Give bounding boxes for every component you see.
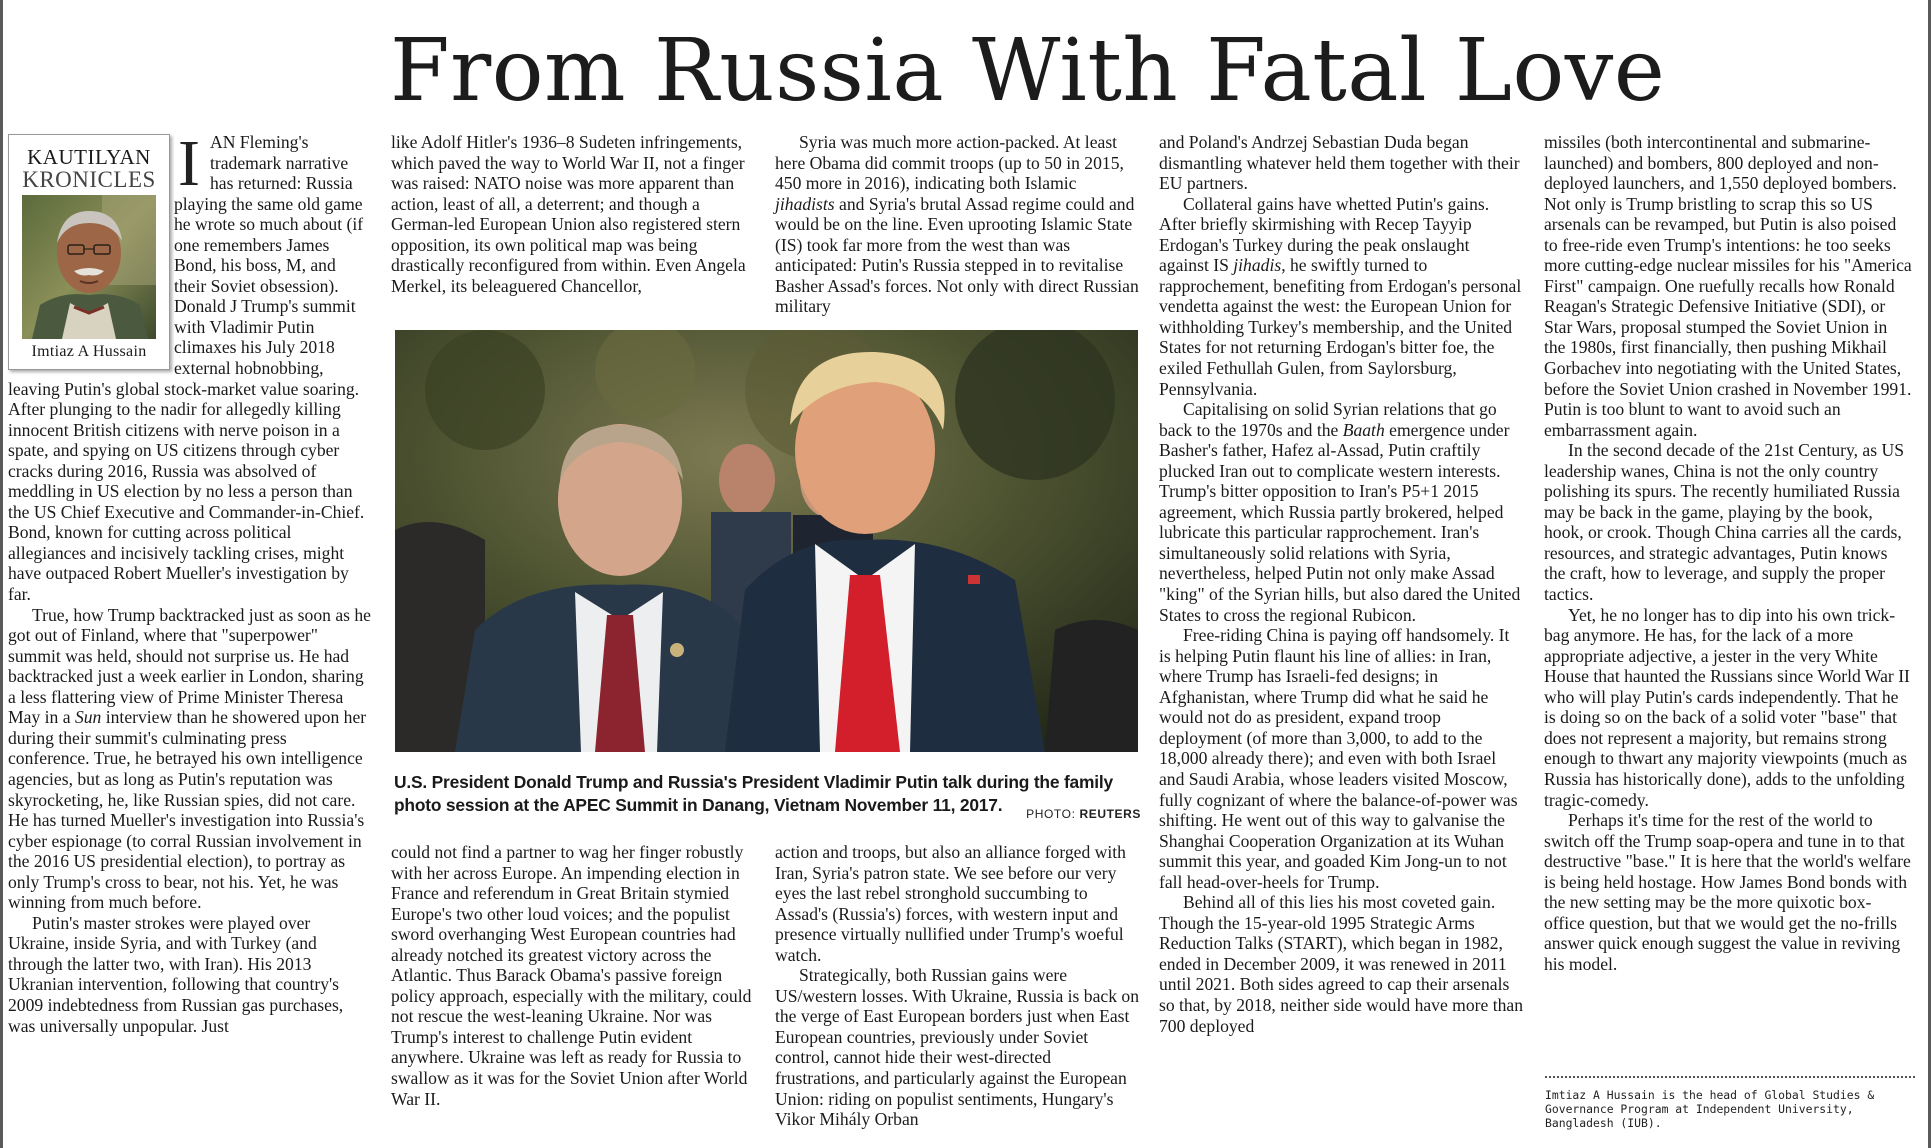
article-column-2-bottom <box>391 842 755 1109</box>
logo-box-float <box>8 132 174 370</box>
col4-paragraph-4: Free-riding China is paying off handsomely. It is helping Putin flaunt his line of allies: in Iran, where Trump has Israeli-fed designs; in Afghanistan, where Trump did what he said he would not do as president, expand troop deployment (of more than 3,000, to add to the 18,000 already there); and even with both Israel and Saudi Arabia, whose leaders visited Moscow, fully cognizant of where the balance-of-power was shifting. He went out of this way to galvanise the Shanghai Cooperation Organization at its Wuhan summit this year, and goaded Kim Jong-un to not fall head-over-heels for Trump. <box>1159 625 1518 892</box>
col4-paragraph-3: Capitalising on solid Syrian relations that go back to the 1970s and the Baath emergence under Basher's father, Hafez al-Assad, Putin craftily plucked Iran out to complicate western interests. Trump's bitter opposition to Iran's P5+1 2015 agreement, which Russia partly brokered, helped lubricate this particular rapprochement. Iran's simultaneously solid relations with Syria, nevertheless, helped Putin not only make Assad "king" of the Syrian hills, but also dared the United States to cross the regional Rubicon. <box>1159 399 1521 625</box>
photo-credit-source: REUTERS <box>1079 807 1141 821</box>
col5-paragraph-4: Perhaps it's time for the rest of the world to switch off the Trump soap-opera and tune in to that destructive "base." It is here that the world's welfare is being held hostage. How James Bond bonds with the new setting may be the more quixotic box-office question, but that we would get the no-frills answer quick enough suggest the value in reviving his model. <box>1544 810 1911 974</box>
col4-paragraph-5: Behind all of this lies his most coveted gain. Though the 15-year-old 1995 Strategic Arms Reduction Talks (START), which began in 1982, ended in December 2009, it was renewed in 2011 until 2021. Both sides agreed to cap their arsenals so that, by 2018, neither side would have more than 700 deployed <box>1159 892 1524 1036</box>
author-bio: Imtiaz A Hussain is the head of Global Studies & Governance Program at Independent University, Bangladesh (IUB). <box>1545 1088 1875 1130</box>
headline: From Russia With Fatal Love <box>390 21 1666 121</box>
left-border <box>0 0 3 1148</box>
col1-paragraph-3: Putin's master strokes were played over Ukraine, inside Syria, and with Turkey (and through the latter two, with Iran). His 2013 Ukranian intervention, following that country's 2009 indebtedness from Russian gas purchases, was universally unpopular. Just <box>8 912 344 1036</box>
col2-top-text: like Adolf Hitler's 1936–8 Sudeten infringements, which paved the way to World War II, not a finger was raised: NATO noise was more apparent than action, least of all, a deterrent; and though a German-led European Union also registered stern opposition, its own political map was being drastically reconfigured from within. Even Angela Merkel, its beleaguered Chancellor, <box>391 132 746 296</box>
column-name-line2: KRONICLES <box>22 167 156 192</box>
col3-top-text: Syria was much more action-packed. At least here Obama did commit troops (up to 50 in 2015, 450 more in 2016), indicating both Islamic jihadists and Syria's brutal Assad regime could and would be on the line. Even uprooting Islamic State (IS) took far more from the west than was anticipated: Putin's Russia stepped in to revitalise Basher Assad's forces. Not only with direct Russian military <box>775 132 1139 317</box>
photo-credit-label: PHOTO: <box>1026 807 1076 821</box>
column-name-line1: KAUTILYAN <box>27 145 151 169</box>
article-column-3-bottom <box>775 842 1139 1130</box>
photo-illustration <box>395 330 1138 752</box>
col1-paragraph-1-flow: AN Fleming's trademark narrative has returned: Russia playing the same old game he wrote so much about (if one remembers James Bond, his boss, M, and their Soviet obsession). Donald J Trump's summit with Vladimir Putin climaxes his July 2018 external hobnobbing, leaving Putin's global stock-market value soaring. After plunging to the nadir for allegedly killing innocent British citizens with nerve poison in a spate, and spying on US citizens through cyber cracks during 2016, Russia was absolved of meddling in US election by no less a person than the US Chief Executive and Commander-in-Chief. Bond, known for cutting across political allegiances and incisively tackling crises, might have outpaced Robert Mueller's investigation by far. <box>8 132 365 605</box>
photo-caption: U.S. President Donald Trump and Russia's President Vladimir Putin talk during the family photo session at the APEC Summit in Danang, Vietnam November 11, 2017. <box>394 772 1114 815</box>
article-column-4 <box>1159 132 1523 1036</box>
col5-paragraph-3: Yet, he no longer has to dip into his own trick-bag anymore. He has, for the lack of a more appropriate adjective, a jester in the very White House that haunted the Russians since World War II who will play Putin's cards independently. That he is doing so on the back of a solid voter "base" that does not represent a majority, but remains strong enough to thwart any majority viewpoints (much as Russia has historically done), adds to the unfolding tragic-comedy. <box>1544 604 1910 810</box>
drop-cap-float: I <box>178 127 200 200</box>
bio-divider <box>1545 1076 1915 1078</box>
article-column-2-top <box>391 132 755 296</box>
article-column-3-top <box>775 132 1139 317</box>
col4-paragraph-2: Collateral gains have whetted Putin's gains. After briefly skirmishing with Recep Tayyip Erdogan's Turkey during the peak onslaught against IS jihadis, he swiftly turned to rapprochement, benefiting from Erdogan's personal vendetta against the west: the European Union for withholding Turkey's membership, and the United States for not returning Erdogan's bitter foe, the exiled Fethullah Gulen, from Saylorsburg, Pennsylvania. <box>1159 193 1522 399</box>
photo-credit <box>1021 807 1141 821</box>
col5-paragraph-1: missiles (both intercontinental and submarine-launched) and bombers, 800 deployed and non-deployed launchers, and 1,550 deployed bombers. Not only is Trump bristling to scrap this so US arsenals can be revamped, but Putin is also poised to free-ride even Trump's intentions: he too seeks more cutting-edge nuclear missiles for his "America First" campaign. One ruefully recalls how Ronald Reagan's Strategic Defensive Initiative (SDI), or Star Wars, proposal stumped the Soviet Union in the 1980s, first financially, then pushing Mikhail Gorbachev into negotiating with the United States, before the Soviet Union crashed in November 1991. Putin is too blunt to want to avoid such an embarrassment again. <box>1544 132 1912 440</box>
col2-bottom-text: could not find a partner to wag her finger robustly with her across Europe. An impending election in France and referendum in Great Britain stymied Europe's two other loud voices; and the populist sword overhanging West European countries had already notched its greatest victory across the Atlantic. Thus Barack Obama's passive foreign policy approach, especially with the military, could not rescue the west-leaning Ukraine. Nor was Trump's interest to challenge Putin evident anywhere. Ukraine was left as ready for Russia to swallow as it was for the Soviet Union after World War II. <box>391 842 752 1109</box>
col3-bottom-paragraph-2: Strategically, both Russian gains were US/western losses. With Ukraine, Russia is back on the verge of East European borders just when East European countries, previously under Soviet control, cannot hide their west-directed frustrations, and particularly against the European Union: riding on populist sentiments, Hungary's Vikor Mihály Orban <box>775 965 1139 1130</box>
col5-paragraph-2: In the second decade of the 21st Century, as US leadership wanes, China is not the only country polishing its spurs. The recently humiliated Russia may be back in the game, playing by the book, hook, or crook. Though China carries all the cards, resources, and strategic advantages, Putin knows the craft, how to leverage, and supply the proper tactics. <box>1544 440 1904 605</box>
article-column-1-flow <box>8 127 372 1036</box>
col3-bottom-paragraph-1: action and troops, but also an alliance forged with Iran, Syria's patron state. We see before our very eyes the last rebel stronghold succumbing to Assad's (Russia's) forces, with western input and presence virtually nullified under Trump's woeful watch. <box>775 842 1126 965</box>
news-photo <box>395 330 1138 752</box>
author-name: Imtiaz A Hussain <box>31 343 147 360</box>
article-column-5 <box>1544 132 1912 974</box>
col4-paragraph-1: and Poland's Andrzej Sebastian Duda began dismantling whatever held them together with their EU partners. <box>1159 132 1520 194</box>
col1-paragraph-2: True, how Trump backtracked just as soon as he got out of Finland, where that "superpower" summit was held, should not surprise us. He had backtracked just a week earlier in London, sharing a less flattering view of Prime Minister Theresa May in a Sun interview than he showered upon her during their summit's culminating press conference. True, he betrayed his own intelligence agencies, but as long as Putin's reputation was skyrocketing, he, like Russian spies, did not care. He has turned Mueller's investigation into Russia's cyber espionage (to corral Russian involvement in the 2016 US presidential election), to portray as only Trump's cross to bear, not his. Yet, he was winning from much before. <box>8 604 371 913</box>
